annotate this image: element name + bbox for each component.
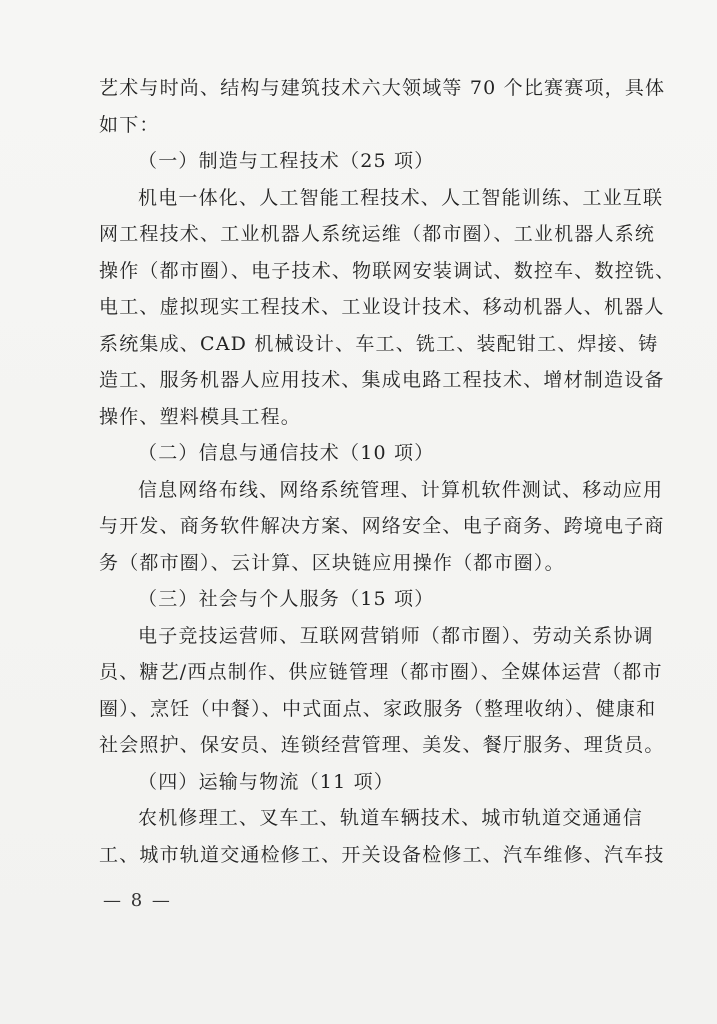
paragraph-line: 农机修理工、叉车工、轨道车辆技术、城市轨道交通通信 bbox=[138, 807, 644, 829]
paragraph-line: 员、糖艺/西点制作、供应链管理（都市圈）、全媒体运营（都市 bbox=[99, 661, 663, 683]
section-heading-ict: （二）信息与通信技术（10 项） bbox=[138, 442, 435, 464]
section-heading-social-services: （三）社会与个人服务（15 项） bbox=[138, 588, 435, 610]
paragraph-line: 社会照护、保安员、连锁经营管理、美发、餐厅服务、理货员。 bbox=[99, 734, 665, 756]
page-number: — 8 — bbox=[103, 890, 172, 911]
paragraph-line: 操作、塑料模具工程。 bbox=[99, 405, 302, 428]
paragraph-line: 艺术与时尚、结构与建筑技术六大领域等 70 个比赛赛项，具体 bbox=[99, 77, 666, 99]
paragraph-line: 电子竞技运营师、互联网营销师（都市圈）、劳动关系协调 bbox=[138, 624, 654, 647]
paragraph-line: 电工、虚拟现实工程技术、工业设计技术、移动机器人、机器人 bbox=[99, 296, 665, 318]
paragraph-line: 操作（都市圈）、电子技术、物联网安装调试、数控车、数控铣、 bbox=[99, 259, 676, 282]
paragraph-line: 网工程技术、工业机器人系统运维（都市圈）、工业机器人系统 bbox=[99, 223, 656, 245]
paragraph-line: 务（都市圈）、云计算、区块链应用操作（都市圈）。 bbox=[99, 551, 565, 574]
section-heading-manufacturing: （一）制造与工程技术（25 项） bbox=[138, 150, 435, 172]
paragraph-line: 工、城市轨道交通检修工、开关设备检修工、汽车维修、汽车技 bbox=[99, 843, 665, 866]
paragraph-line: 圈）、烹饪（中餐）、中式面点、家政服务（整理收纳）、健康和 bbox=[99, 697, 657, 720]
document-body bbox=[99, 70, 676, 873]
paragraph-line: 系统集成、CAD 机械设计、车工、铣工、装配钳工、焊接、铸 bbox=[99, 332, 659, 355]
paragraph-line: 信息网络布线、网络系统管理、计算机软件测试、移动应用 bbox=[138, 478, 664, 501]
section-heading-logistics: （四）运输与物流（11 项） bbox=[138, 770, 395, 793]
paragraph-line: 造工、服务机器人应用技术、集成电路工程技术、增材制造设备 bbox=[99, 369, 665, 391]
paragraph-line: 如下： bbox=[99, 113, 160, 136]
paragraph-line: 机电一体化、人工智能工程技术、人工智能训练、工业互联 bbox=[138, 186, 664, 209]
paragraph-line: 与开发、商务软件解决方案、网络安全、电子商务、跨境电子商 bbox=[99, 515, 665, 537]
